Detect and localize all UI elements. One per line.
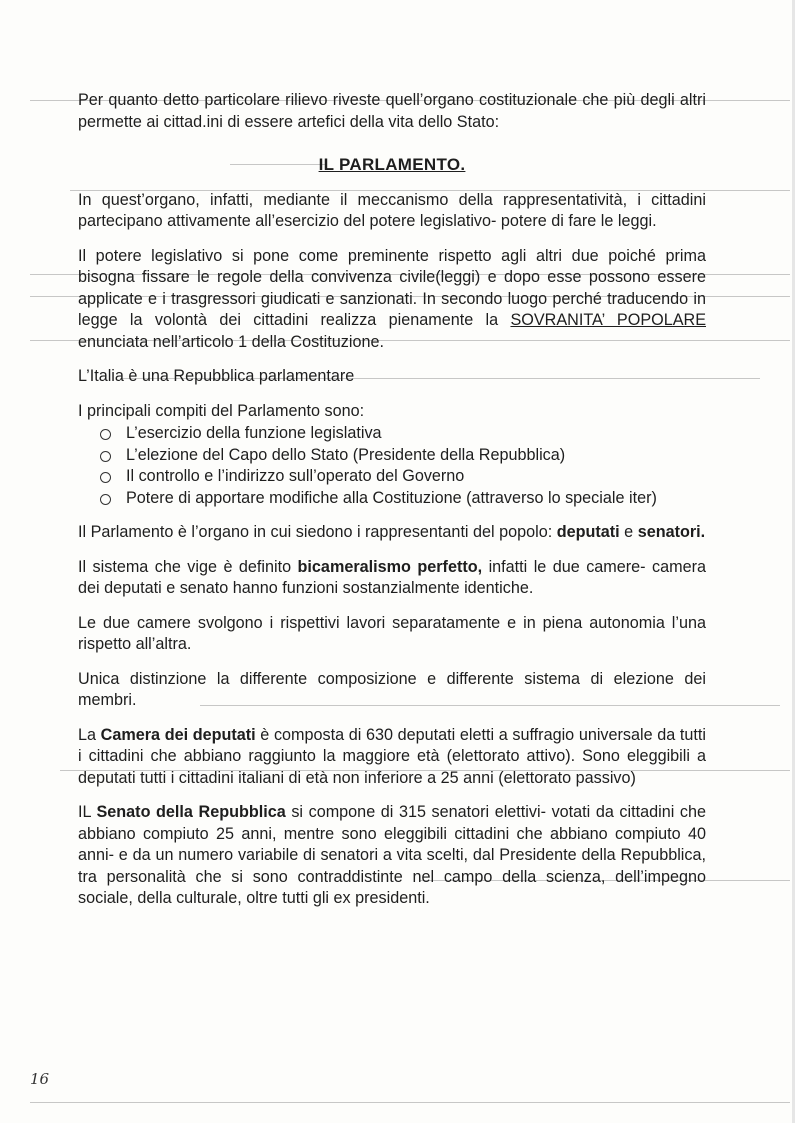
tasks-list: [78, 423, 706, 509]
page-number: 16: [30, 1070, 50, 1088]
bicameralism-text: Il sistema che vige è definito: [78, 557, 298, 576]
legislative-text: Il potere legislativo si pone come preminente rispetto agli altri due poiché prima bisogna fissare le regole della convivenza civile(leggi) e dopo esse possono essere applicate e i trasgressori giudicati e sanzionati. In secondo luogo perché traducendo in legge la volontà dei cittadini realizza pienamente la: [78, 246, 706, 329]
list-item-text: L’esercizio della funzione legislativa: [126, 424, 382, 442]
senato-term: Senato della Repubblica: [96, 803, 286, 821]
paragraph-legislative-power: [78, 246, 706, 354]
list-item: [100, 466, 706, 488]
senatori-term: senatori.: [637, 523, 706, 541]
legislative-text-end: enunciata nell’articolo 1 della Costituzione.: [78, 332, 384, 351]
paragraph-bicameralism: [78, 557, 706, 600]
camera-text: La: [78, 725, 101, 744]
paper-rule: [30, 1102, 790, 1103]
senato-text-end: si compone di 315 senatori elettivi- votati da cittadini che abbiano compiuto 25 anni, mentre sono eleggibili cittadini che abbiano compiuto 40 anni- e da un numero variabile di senatori a vita scelti, dal Presidente della Repubblica, tra personalità che si sono contraddistinte nel campo della scienza, dell’impegno sociale, della culturale, oltre tutti gli ex presidenti.: [78, 803, 706, 907]
list-item-text: L’elezione del Capo dello Stato (Presidente della Repubblica): [126, 445, 566, 464]
sovranita-popolare-term: SOVRANITA’ POPOLARE: [510, 311, 706, 329]
bicameralismo-term: bicameralismo perfetto,: [297, 557, 483, 576]
deputati-term: deputati: [556, 523, 620, 541]
paragraph-repubblica: L’Italia è una Repubblica parlamentare: [78, 367, 355, 385]
camera-text-end: è composta di 630 deputati eletti a suffragio universale da tutti i cittadini che abbiano raggiunto la maggiore età (elettorato attivo). Sono eleggibili a deputati tutti i cittadini italiani di età non inferiore a 25 anni (elettorato passivo): [78, 725, 706, 787]
paragraph-representation: In quest’organo, infatti, mediante il meccanismo della rappresentatività, i cittadini partecipano attivamente all’esercizio del potere legislativo- potere di fare le leggi.: [78, 190, 706, 230]
list-item: [100, 488, 706, 510]
intro-paragraph: Per quanto detto particolare rilievo riveste quell’organo costituzionale che più degli altri permette ai cittad.ini di essere artefici della vita dello Stato:: [78, 91, 706, 131]
senato-text: IL: [78, 803, 97, 821]
bullet-circle-icon: [100, 429, 111, 440]
list-item: [100, 445, 706, 467]
bicameralism-text-end: infatti le due camere- camera dei deputati e senato hanno funzioni sostanzialmente identiche.: [78, 557, 706, 597]
paragraph-senato: [78, 802, 706, 910]
paragraph-tasks-intro: I principali compiti del Parlamento sono:: [78, 401, 365, 420]
camera-term: Camera dei deputati: [100, 725, 256, 744]
members-text: Il Parlamento è l’organo in cui siedono i rappresentanti del popolo:: [78, 523, 557, 541]
section-title: IL PARLAMENTO.: [318, 155, 466, 174]
list-item-text: Potere di apportare modifiche alla Costituzione (attraverso lo speciale iter): [126, 488, 657, 507]
paragraph-camera: [78, 725, 706, 790]
list-item-text: Il controllo e l’indirizzo sull’operato del Governo: [126, 467, 465, 485]
document-body: [78, 90, 706, 910]
bullet-circle-icon: [100, 494, 111, 505]
bullet-circle-icon: [100, 472, 111, 483]
members-conjunction: e: [619, 523, 638, 541]
paragraph-members: [78, 522, 706, 544]
paragraph-autonomy: Le due camere svolgono i rispettivi lavori separatamente e in piena autonomia l’una rispetto all’altra.: [78, 613, 706, 653]
bullet-circle-icon: [100, 451, 111, 462]
paragraph-distinction: Unica distinzione la differente composizione e differente sistema di elezione dei membri.: [78, 669, 706, 709]
list-item: [100, 423, 706, 445]
